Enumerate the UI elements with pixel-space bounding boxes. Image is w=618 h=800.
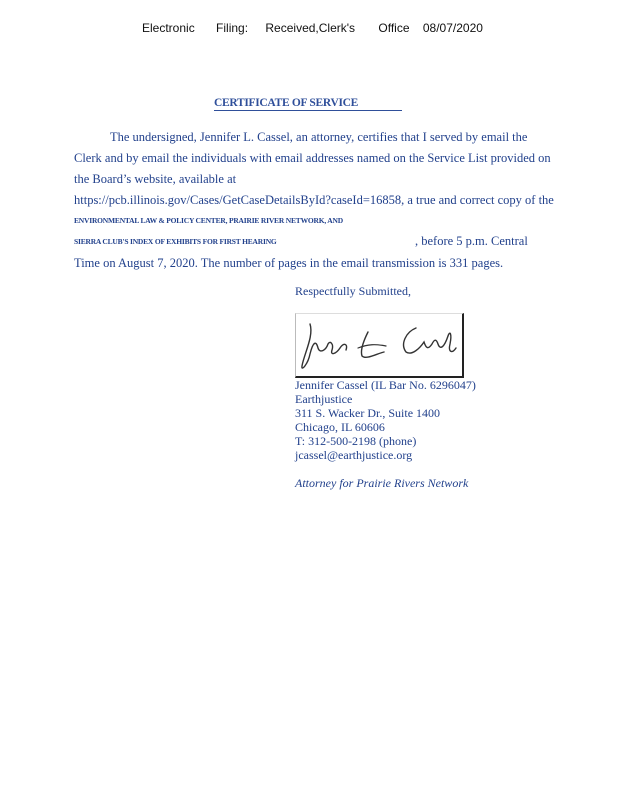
attorney-role: Attorney for Prairie Rivers Network — [295, 476, 469, 490]
certificate-title: CERTIFICATE OF SERVICE — [214, 97, 402, 111]
respectfully-submitted: Respectfully Submitted, — [295, 284, 411, 298]
stamp-received: Received,Clerk's — [265, 21, 356, 35]
body-line-2: Clerk and by email the individuals with email addresses named on the Service List provided on — [74, 151, 551, 165]
filing-stamp — [142, 21, 483, 35]
address-line-1: 311 S. Wacker Dr., Suite 1400 — [295, 406, 441, 420]
body-line-1: The undersigned, Jennifer L. Cassel, an attorney, certifies that I served by email the — [110, 130, 528, 144]
email: jcassel@earthjustice.org — [295, 448, 413, 462]
handwritten-signature-icon — [296, 314, 462, 376]
body-line-3: the Board’s website, available at — [74, 172, 237, 186]
stamp-office: Office — [378, 21, 410, 35]
stamp-filing: Filing: — [216, 21, 249, 35]
closing-line: Time on August 7, 2020. The number of pages in the email transmission is 331 pages. — [74, 256, 504, 270]
attorney-name: Jennifer Cassel (IL Bar No. 6296047) — [295, 378, 476, 392]
document-title-line-2: SIERRA CLUB'S INDEX OF EXHIBITS FOR FIRST HEARING — [74, 237, 277, 246]
body-line-4: https://pcb.illinois.gov/Cases/GetCaseDetailsById?caseId=16858, a true and correct copy of the — [74, 193, 554, 207]
document-title-line-1: ENVIRONMENTAL LAW & POLICY CENTER, PRAIRIE RIVER NETWORK, AND — [74, 216, 343, 225]
organization: Earthjustice — [295, 392, 353, 406]
stamp-date: 08/07/2020 — [422, 21, 483, 35]
stamp-electronic: Electronic — [142, 21, 195, 35]
phone: T: 312-500-2198 (phone) — [295, 434, 417, 448]
time-fragment: , before 5 p.m. Central — [415, 234, 528, 248]
signature-image — [295, 313, 464, 378]
address-line-2: Chicago, IL 60606 — [295, 420, 385, 434]
